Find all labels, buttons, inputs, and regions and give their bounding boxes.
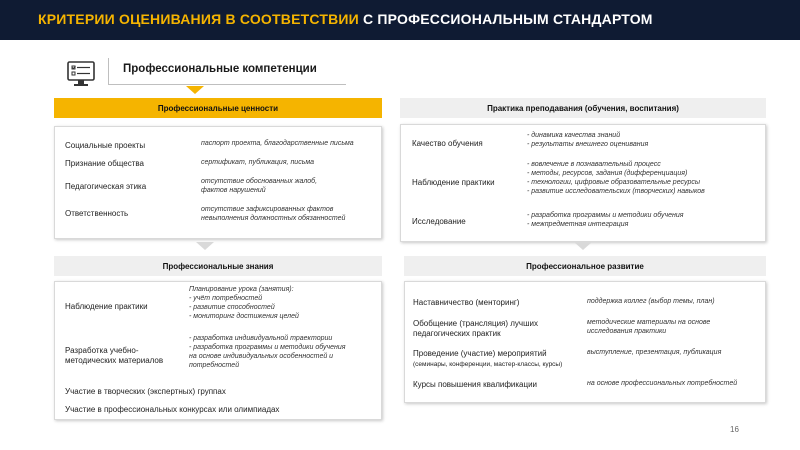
- knowledge-band: [54, 256, 382, 276]
- values-band: [54, 98, 382, 118]
- practice-row-label: Исследование: [412, 217, 466, 226]
- development-row-label: Курсы повышения квалификации: [413, 380, 538, 389]
- development-row-detail: выступление, презентация, публикация: [587, 349, 722, 356]
- competencies-heading: Профессиональные компетенции: [123, 63, 317, 75]
- development-row-label: Обобщение (трансляция) лучших педагогических практик: [413, 319, 538, 338]
- practice-row-detail: - динамика качества знаний - результаты внешнего оценивания: [527, 132, 649, 148]
- values-row-label: Социальные проекты: [65, 141, 146, 150]
- knowledge-row-label: Участие в творческих (экспертных) группах: [65, 387, 226, 396]
- development-band: [404, 256, 766, 276]
- development-title: Профессиональное развитие: [526, 261, 644, 271]
- practice-row-label: Наблюдение практики: [412, 178, 495, 187]
- values-row-label: Педагогическая этика: [65, 182, 147, 191]
- knowledge-row-label: Участие в профессиональных конкурсах или олимпиадах: [65, 405, 280, 414]
- practice-box: [400, 124, 766, 242]
- checklist-monitor-icon: [66, 60, 96, 88]
- values-row-detail: паспорт проекта, благодарственные письма: [201, 140, 354, 147]
- arrow-down-icon: [186, 86, 204, 94]
- slide-title-part1: КРИТЕРИИ ОЦЕНИВАНИЯ В СООТВЕТСТВИИ: [38, 11, 359, 27]
- divider-vertical: [108, 58, 109, 85]
- slide-title: [38, 11, 653, 27]
- values-row-label: Ответственность: [65, 209, 129, 218]
- arrow-down-icon: [196, 242, 214, 250]
- page-number: 16: [730, 425, 739, 434]
- knowledge-title: Профессиональные знания: [162, 261, 274, 271]
- values-row-label: Признание общества: [65, 159, 145, 168]
- knowledge-row-label: Разработка учебно- методических материалов: [65, 346, 164, 365]
- values-row-detail: сертификат, публикация, письма: [201, 159, 315, 166]
- development-box: [404, 281, 766, 403]
- slide-header: [0, 0, 800, 40]
- values-row-detail: отсутствие зафиксированных фактов невыполнения должностных обязанностей: [201, 206, 346, 222]
- arrow-down-icon: [574, 242, 592, 250]
- divider-horizontal: [108, 84, 346, 85]
- practice-title: Практика преподавания (обучения, воспитания): [487, 103, 679, 113]
- development-row-sub: (семинары, конференции, мастер-классы, курсы): [413, 361, 563, 368]
- development-row-label: Проведение (участие) мероприятий: [413, 349, 547, 358]
- slide-title-part2: С ПРОФЕССИОНАЛЬНЫМ СТАНДАРТОМ: [358, 11, 653, 27]
- development-row-detail: методические материалы на основе исследования практики: [587, 319, 711, 335]
- practice-row-label: Качество обучения: [412, 139, 483, 148]
- development-row-label: Наставничество (менторинг): [413, 298, 520, 307]
- knowledge-row-detail: Планирование урока (занятия): - учёт потребностей - развитие способностей - мониторинг достижения целей: [189, 286, 299, 320]
- values-title: Профессиональные ценности: [157, 103, 279, 113]
- knowledge-row-detail: - разработка индивидуальной траектории - разработка программы и методики обучения на основе индивидуальных особенностей и потребностей: [189, 335, 346, 369]
- values-box: [54, 126, 382, 239]
- practice-row-detail: - вовлечение в познавательный процесс - методы, ресурсов, задания (дифференциация) - технологии, цифровые образовательные ресурсы - развитие исследовательских (творческих) навыков: [527, 161, 705, 195]
- knowledge-box: [54, 281, 382, 420]
- development-row-detail: поддержка коллег (выбор темы, план): [587, 298, 715, 305]
- knowledge-row-label: Наблюдение практики: [65, 302, 148, 311]
- values-row-detail: отсутствие обоснованных жалоб, фактов нарушений: [201, 178, 318, 194]
- practice-row-detail: - разработка программы и методики обучения - межпредметная интеграция: [527, 212, 684, 228]
- development-row-detail: на основе профессиональных потребностей: [587, 380, 738, 387]
- practice-band: [400, 98, 766, 118]
